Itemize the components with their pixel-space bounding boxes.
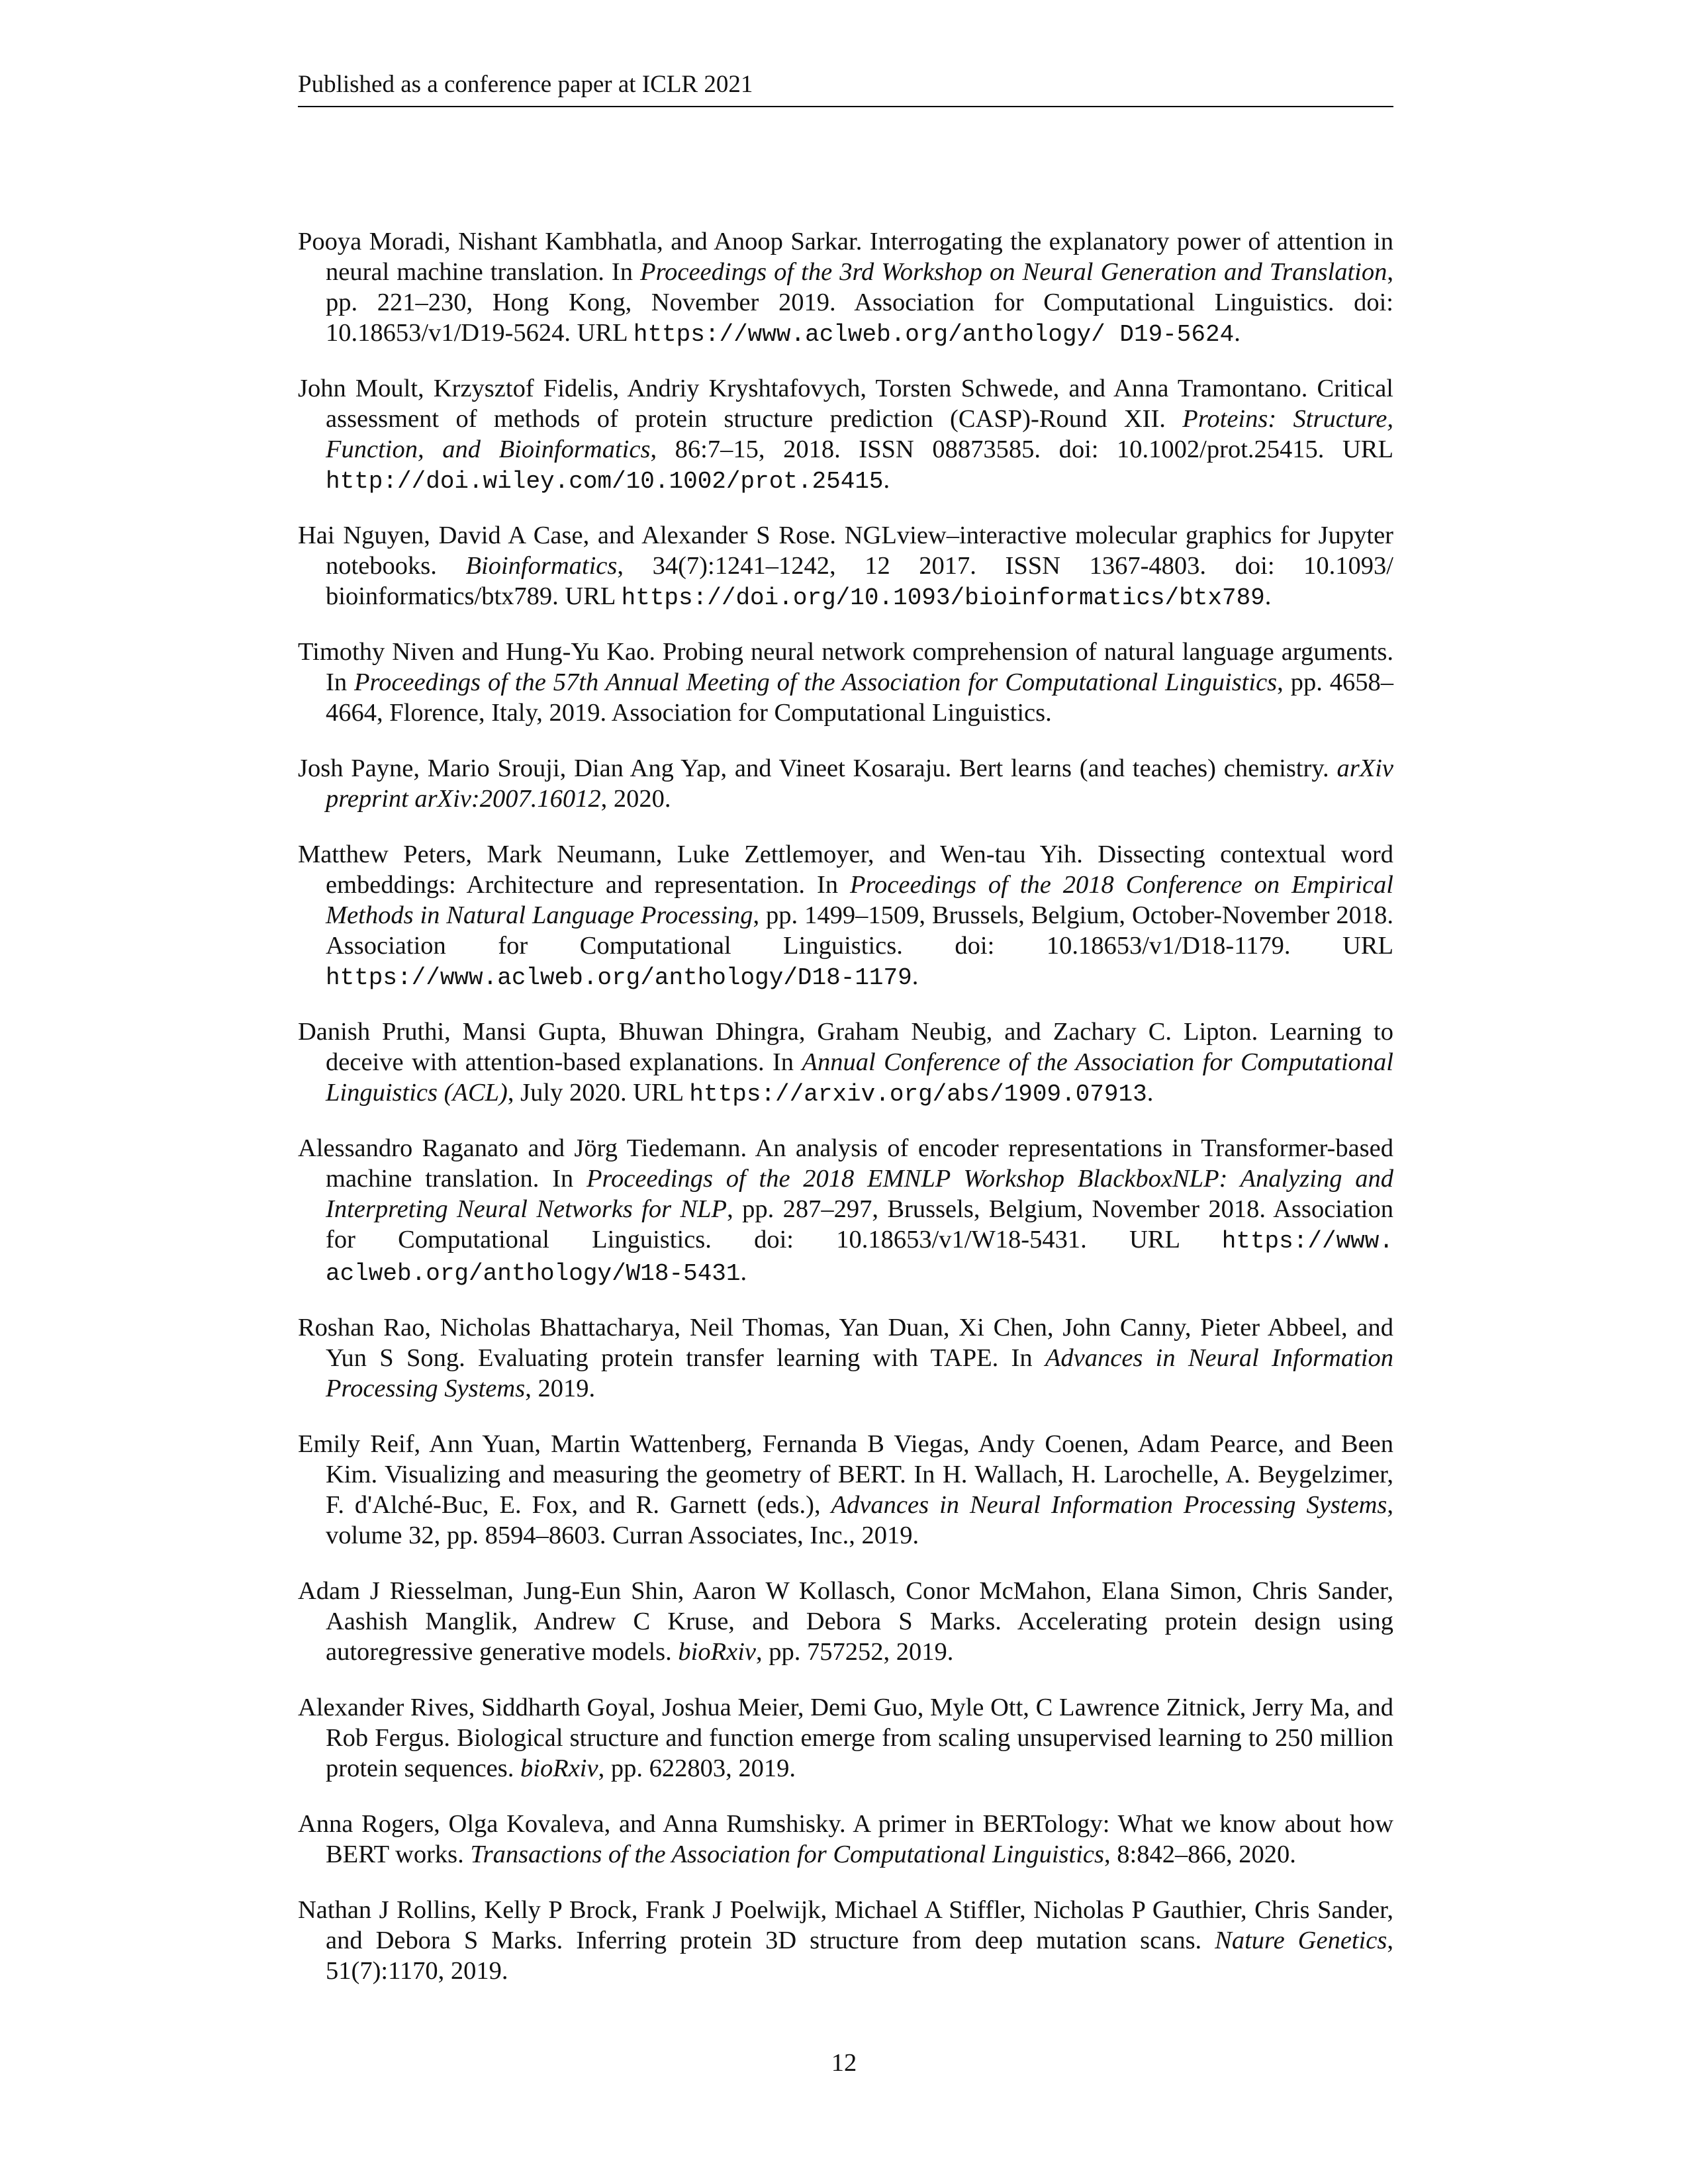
reference-authors: Pooya Moradi, Nishant Kambhatla, and Anoop Sarkar.: [298, 228, 863, 255]
reference-entry: [298, 753, 1393, 816]
page-number: 12: [831, 2049, 857, 2077]
reference-entry: [298, 1017, 1393, 1110]
reference-authors: Anna Rogers, Olga Kovaleva, and Anna Rumshisky.: [298, 1810, 846, 1838]
reference-venue: bioRxiv: [678, 1638, 756, 1666]
reference-entry: [298, 1133, 1393, 1289]
reference-venue: Proteins: Structure, Function, and Bioinformatics: [326, 405, 1393, 463]
reference-title: Learning to deceive with attention-based explanations. In: [326, 1018, 1393, 1076]
reference-entry: [298, 520, 1393, 614]
reference-details: , 51(7):1170, 2019.: [326, 1927, 1393, 1985]
reference-authors: Matthew Peters, Mark Neumann, Luke Zettlemoyer, and Wen-tau Yih.: [298, 841, 1083, 868]
reference-details: , 2019.: [525, 1375, 596, 1402]
reference-title: A primer in BERTology: What we know about how BERT works.: [326, 1810, 1393, 1868]
reference-title: Bert learns (and teaches) chemistry.: [951, 754, 1337, 782]
reference-authors: Nathan J Rollins, Kelly P Brock, Frank J Poelwijk, Michael A Stiffler, Nicholas P Gauthier, Chris Sander, and Debora S Marks.: [298, 1896, 1393, 1954]
reference-details: , July 2020. URL: [507, 1079, 690, 1107]
reference-authors: Alessandro Raganato and Jörg Tiedemann.: [298, 1134, 747, 1162]
reference-details: , 8:842–866, 2020.: [1104, 1841, 1296, 1868]
reference-venue: Proceedings of the 3rd Workshop on Neural Generation and Translation: [640, 258, 1387, 286]
reference-venue: Nature Genetics: [1215, 1927, 1387, 1954]
reference-url[interactable]: https://www.aclweb.org/anthology/D18-1179: [326, 964, 912, 991]
reference-end: .: [1264, 582, 1272, 610]
reference-details: , 34(7):1241–1242, 12 2017. ISSN 1367-4803. doi: 10.1093/ bioinformatics/btx789. URL: [326, 552, 1393, 610]
reference-details: , pp. 287–297, Brussels, Belgium, November 2018. Association for Computational Linguistics. doi: 10.18653/v1/W18-5431. URL: [326, 1195, 1393, 1253]
reference-venue: Annual Conference of the Association for Computational Linguistics (ACL): [326, 1048, 1393, 1107]
reference-url[interactable]: http://doi.wiley.com/10.1002/prot.25415: [326, 468, 884, 495]
reference-end: .: [1147, 1079, 1154, 1107]
reference-entry: [298, 1429, 1393, 1553]
reference-authors: Emily Reif, Ann Yuan, Martin Wattenberg, Fernanda B Viegas, Andy Coenen, Adam Pearce, and Been Kim.: [298, 1430, 1393, 1488]
reference-venue: bioRxiv: [520, 1754, 598, 1782]
reference-details: , pp. 622803, 2019.: [598, 1754, 796, 1782]
reference-details: , 86:7–15, 2018. ISSN 08873585. doi: 10.1002/prot.25415. URL: [650, 435, 1393, 463]
reference-entry: [298, 839, 1393, 993]
reference-title: NGLview–interactive molecular graphics for Jupyter notebooks.: [326, 522, 1393, 580]
reference-end: .: [912, 962, 919, 990]
reference-authors: Adam J Riesselman, Jung-Eun Shin, Aaron W Kollasch, Conor McMahon, Elana Simon, Chris Sander, Aashish Manglik, Andrew C Kruse, and Debora S Marks.: [298, 1577, 1393, 1635]
reference-url[interactable]: https://www. aclweb.org/anthology/W18-5431: [326, 1228, 1393, 1287]
reference-entry: [298, 637, 1393, 730]
reference-authors: Josh Payne, Mario Srouji, Dian Ang Yap, and Vineet Kosaraju.: [298, 754, 952, 782]
reference-title: An analysis of encoder representations in Transformer-based machine translation. In: [326, 1134, 1393, 1193]
reference-venue: Advances in Neural Information Processing Systems: [831, 1491, 1387, 1519]
reference-entry: [298, 373, 1393, 497]
reference-venue: Proceedings of the 57th Annual Meeting of the Association for Computational Linguistics: [354, 668, 1278, 696]
reference-details: , pp. 1499–1509, Brussels, Belgium, October-November 2018. Association for Computational Linguistics. doi: 10.18653/v1/D18-1179. URL: [326, 901, 1393, 960]
reference-end: .: [740, 1258, 747, 1286]
reference-entry: [298, 1312, 1393, 1406]
reference-title: Inferring protein 3D structure from deep mutation scans.: [563, 1927, 1215, 1954]
reference-entry: [298, 226, 1393, 350]
reference-url[interactable]: https://arxiv.org/abs/1909.07913: [689, 1081, 1147, 1108]
reference-venue: Advances in Neural Information Processing Systems: [326, 1344, 1393, 1402]
reference-entry: [298, 1809, 1393, 1872]
reference-url[interactable]: https://doi.org/10.1093/bioinformatics/btx789: [621, 584, 1265, 612]
reference-title: Interrogating the explanatory power of attention in neural machine translation. In: [326, 228, 1393, 286]
reference-end: .: [883, 466, 890, 494]
reference-entry: [298, 1692, 1393, 1786]
reference-title: Dissecting contextual word embeddings: Architecture and representation. In: [326, 841, 1393, 899]
reference-details: , pp. 757252, 2019.: [755, 1638, 954, 1666]
reference-authors: Hai Nguyen, David A Case, and Alexander S Rose.: [298, 522, 837, 549]
reference-venue: Proceedings of the 2018 Conference on Empirical Methods in Natural Language Processing: [326, 871, 1393, 929]
reference-authors: Roshan Rao, Nicholas Bhattacharya, Neil Thomas, Yan Duan, Xi Chen, John Canny, Pieter Abbeel, and Yun S Song.: [298, 1314, 1393, 1372]
reference-venue: Transactions of the Association for Computational Linguistics: [470, 1841, 1104, 1868]
reference-authors: Alexander Rives, Siddharth Goyal, Joshua Meier, Demi Guo, Myle Ott, C Lawrence Zitnick, Jerry Ma, and Rob Fergus.: [298, 1694, 1393, 1752]
reference-details: , 2020.: [600, 785, 671, 813]
reference-venue: arXiv preprint arXiv:2007.16012: [326, 754, 1393, 813]
running-header: Published as a conference paper at ICLR 2021: [298, 70, 1393, 107]
reference-authors: Timothy Niven and Hung-Yu Kao.: [298, 638, 655, 666]
reference-url[interactable]: https://www.aclweb.org/anthology/ D19-5624: [633, 321, 1235, 348]
reference-title: Evaluating protein transfer learning with TAPE. In: [465, 1344, 1045, 1372]
reference-details: , volume 32, pp. 8594–8603. Curran Associates, Inc., 2019.: [326, 1491, 1393, 1549]
reference-title: Biological structure and function emerge from scaling unsupervised learning to 250 million protein sequences.: [326, 1724, 1393, 1782]
reference-title: Visualizing and measuring the geometry of BERT. In H. Wallach, H. Larochelle, A. Beygelzimer, F. d'Alché-Buc, E. Fox, and R. Garnett (eds.),: [326, 1461, 1393, 1519]
reference-details: , pp. 4658–4664, Florence, Italy, 2019. Association for Computational Linguistics.: [326, 668, 1394, 727]
reference-title: Accelerating protein design using autoregressive generative models.: [326, 1608, 1393, 1666]
reference-details: , pp. 221–230, Hong Kong, November 2019. Association for Computational Linguistics. doi: 10.18653/v1/D19-5624. URL: [326, 258, 1393, 347]
reference-list: [298, 226, 1393, 2011]
reference-venue: Bioinformatics: [465, 552, 618, 580]
reference-title: Probing neural network comprehension of natural language arguments. In: [326, 638, 1393, 696]
reference-end: .: [1234, 319, 1241, 347]
reference-entry: [298, 1576, 1393, 1669]
reference-venue: Proceedings of the 2018 EMNLP Workshop BlackboxNLP: Analyzing and Interpreting Neural Networks for NLP: [326, 1165, 1393, 1223]
reference-title: Critical assessment of methods of protein structure prediction (CASP)-Round XII.: [326, 375, 1393, 433]
reference-authors: John Moult, Krzysztof Fidelis, Andriy Kryshtafovych, Torsten Schwede, and Anna Tramontano.: [298, 375, 1308, 402]
reference-authors: Danish Pruthi, Mansi Gupta, Bhuwan Dhingra, Graham Neubig, and Zachary C. Lipton.: [298, 1018, 1258, 1046]
reference-entry: [298, 1895, 1393, 1988]
